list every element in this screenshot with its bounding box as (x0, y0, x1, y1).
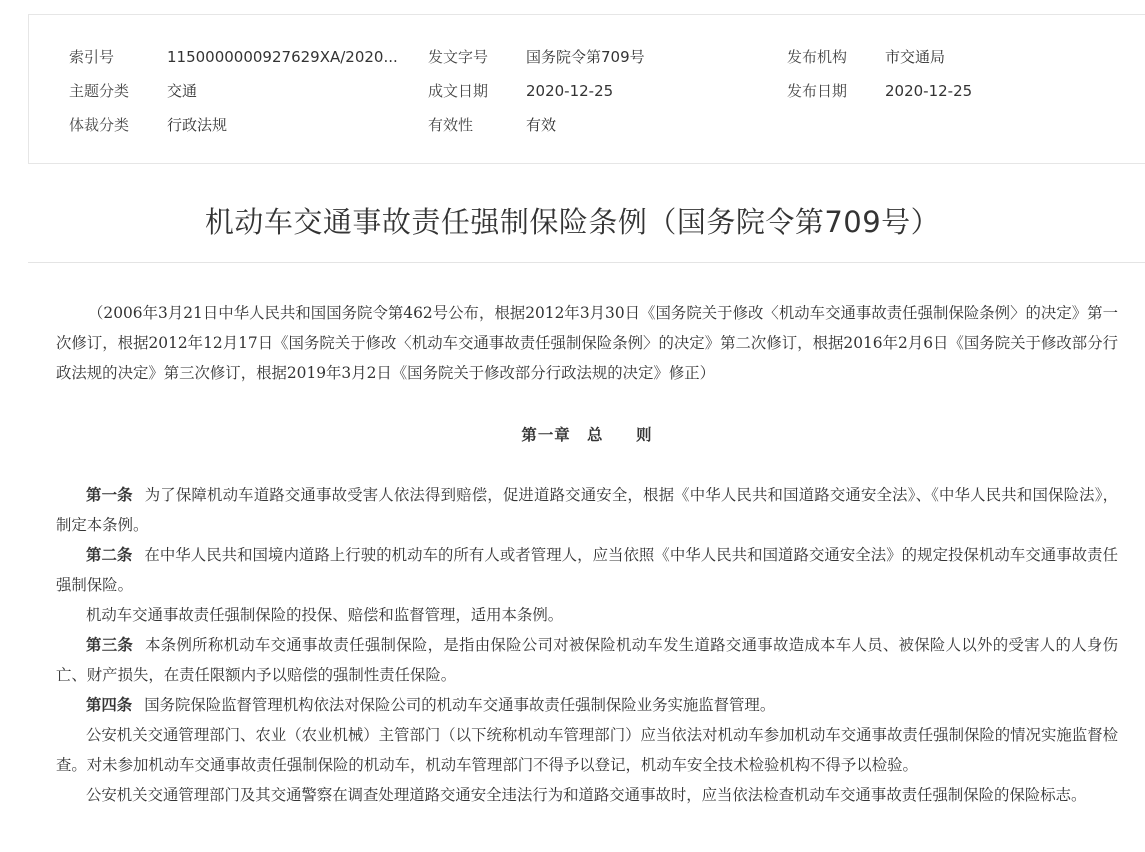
document-number-value: 国务院令第709号 (526, 48, 645, 66)
written-date-label: 成文日期 (428, 82, 489, 100)
article-text: 为了保障机动车道路交通事故受害人依法得到赔偿，促进道路交通安全，根据《中华人民共和国道路交通安全法》、《中华人民共和国保险法》，制定本条例。 (56, 486, 1118, 534)
article-number: 第一条 (86, 486, 133, 504)
publish-date-label: 发布日期 (787, 82, 848, 100)
article-text: 公安机关交通管理部门、农业（农业机械）主管部门（以下统称机动车管理部门）应当依法对机动车参加机动车交通事故责任强制保险的情况实施监督检查。对未参加机动车交通事故责任强制保险的机动车，机动车管理部门不得予以登记，机动车安全技术检验机构不得予以检验。 (56, 726, 1118, 774)
genre-category-label: 体裁分类 (69, 116, 130, 134)
article-paragraph (56, 690, 1118, 720)
document-metadata-panel (28, 14, 1145, 164)
document-title: 机动车交通事故责任强制保险条例（国务院令第709号） (204, 205, 941, 239)
article-paragraph (56, 630, 1118, 690)
publisher-label: 发布机构 (787, 48, 848, 66)
document-number-label: 发文字号 (428, 48, 489, 66)
article-paragraph (56, 600, 1118, 630)
index-number-label: 索引号 (69, 48, 115, 66)
revision-history-preamble: （2006年3月21日中华人民共和国国务院令第462号公布，根据2012年3月30日《国务院关于修改〈机动车交通事故责任强制保险条例〉的决定》第一次修订，根据2012年12月17日《国务院关于修改〈机动车交通事故责任强制保险条例〉的决定》第二次修订，根据2016年2月6日《国务院关于修改部分行政法规的决定》第三次修订，根据2019年3月2日《国务院关于修改部分行政法规的决定》修正） (56, 304, 1118, 382)
article-number: 第二条 (86, 546, 133, 564)
genre-category-value: 行政法规 (167, 116, 228, 134)
article-text: 机动车交通事故责任强制保险的投保、赔偿和监督管理，适用本条例。 (86, 606, 564, 624)
article-paragraph (56, 540, 1118, 600)
chapter-heading: 第一章 总 则 (521, 426, 653, 444)
publish-date-value: 2020-12-25 (885, 82, 973, 100)
validity-value: 有效 (526, 116, 557, 134)
article-paragraph (56, 480, 1118, 540)
article-number: 第三条 (86, 636, 134, 654)
article-paragraph (56, 720, 1118, 780)
article-text: 本条例所称机动车交通事故责任强制保险，是指由保险公司对被保险机动车发生道路交通事故造成本车人员、被保险人以外的受害人的人身伤亡、财产损失，在责任限额内予以赔偿的强制性责任保险。 (56, 636, 1118, 684)
article-text: 公安机关交通管理部门及其交通警察在调查处理道路交通安全违法行为和道路交通事故时，应当依法检查机动车交通事故责任强制保险的保险标志。 (86, 786, 1087, 804)
topic-category-label: 主题分类 (69, 82, 130, 100)
article-text: 在中华人民共和国境内道路上行驶的机动车的所有人或者管理人，应当依照《中华人民共和国道路交通安全法》的规定投保机动车交通事故责任强制保险。 (56, 546, 1118, 594)
document-body (56, 298, 1118, 810)
article-number: 第四条 (86, 696, 133, 714)
publisher-value: 市交通局 (885, 48, 946, 66)
topic-category-value: 交通 (167, 82, 198, 100)
index-number-value: 1150000000927629XA/2020... (167, 48, 398, 66)
article-text: 国务院保险监督管理机构依法对保险公司的机动车交通事故责任强制保险业务实施监督管理。 (144, 696, 776, 714)
title-divider (28, 262, 1145, 263)
written-date-value: 2020-12-25 (526, 82, 614, 100)
validity-label: 有效性 (428, 116, 474, 134)
article-paragraph (56, 780, 1118, 810)
